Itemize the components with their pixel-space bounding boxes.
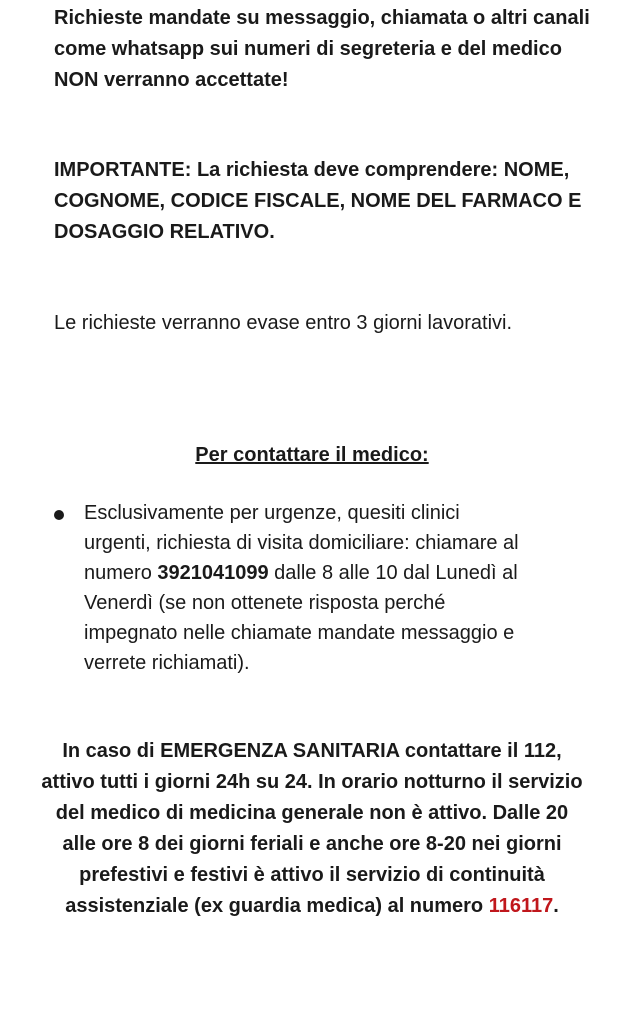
contact-text-before: Esclusivamente per urgenze, quesiti clinici urgenti, richiesta di visita domiciliare: chiamare al numero xyxy=(84,502,519,584)
doctor-phone-number[interactable]: 3921041099 xyxy=(157,562,269,584)
guardia-medica-number[interactable]: 116117 xyxy=(488,895,554,917)
contact-bullet-text xyxy=(84,498,524,678)
timing-paragraph: Le richieste verranno evase entro 3 giorni lavorativi. xyxy=(54,312,513,334)
contact-text-after: dalle 8 alle 10 dal Lunedì al Venerdì (se non ottenete risposta perché impegnato nelle chiamate mandate messaggio e verrete richiamati). xyxy=(84,562,518,674)
important-paragraph: IMPORTANTE: La richiesta deve comprendere: NOME, COGNOME, CODICE FISCALE, NOME DEL FARMACO E DOSAGGIO RELATIVO. xyxy=(54,159,582,243)
emergency-paragraph xyxy=(40,736,584,922)
emergency-text-after: . xyxy=(553,895,559,917)
warning-paragraph: Richieste mandate su messaggio, chiamata o altri canali come whatsapp sui numeri di segreteria e del medico NON verranno accettate! xyxy=(54,7,590,91)
emergency-text-before: In caso di EMERGENZA SANITARIA contattare il 112, attivo tutti i giorni 24h su 24. In orario notturno il servizio del medico di medicina generale non è attivo. Dalle 20 alle ore 8 dei giorni feriali e anche ore 8-20 nei giorni prefestivi e festivi è attivo il servizio di continuità assistenziale (ex guardia medica) al numero xyxy=(41,740,583,917)
contact-list-item xyxy=(54,498,594,678)
contact-heading: Per contattare il medico: xyxy=(195,444,429,466)
bullet-dot-icon xyxy=(54,510,64,520)
